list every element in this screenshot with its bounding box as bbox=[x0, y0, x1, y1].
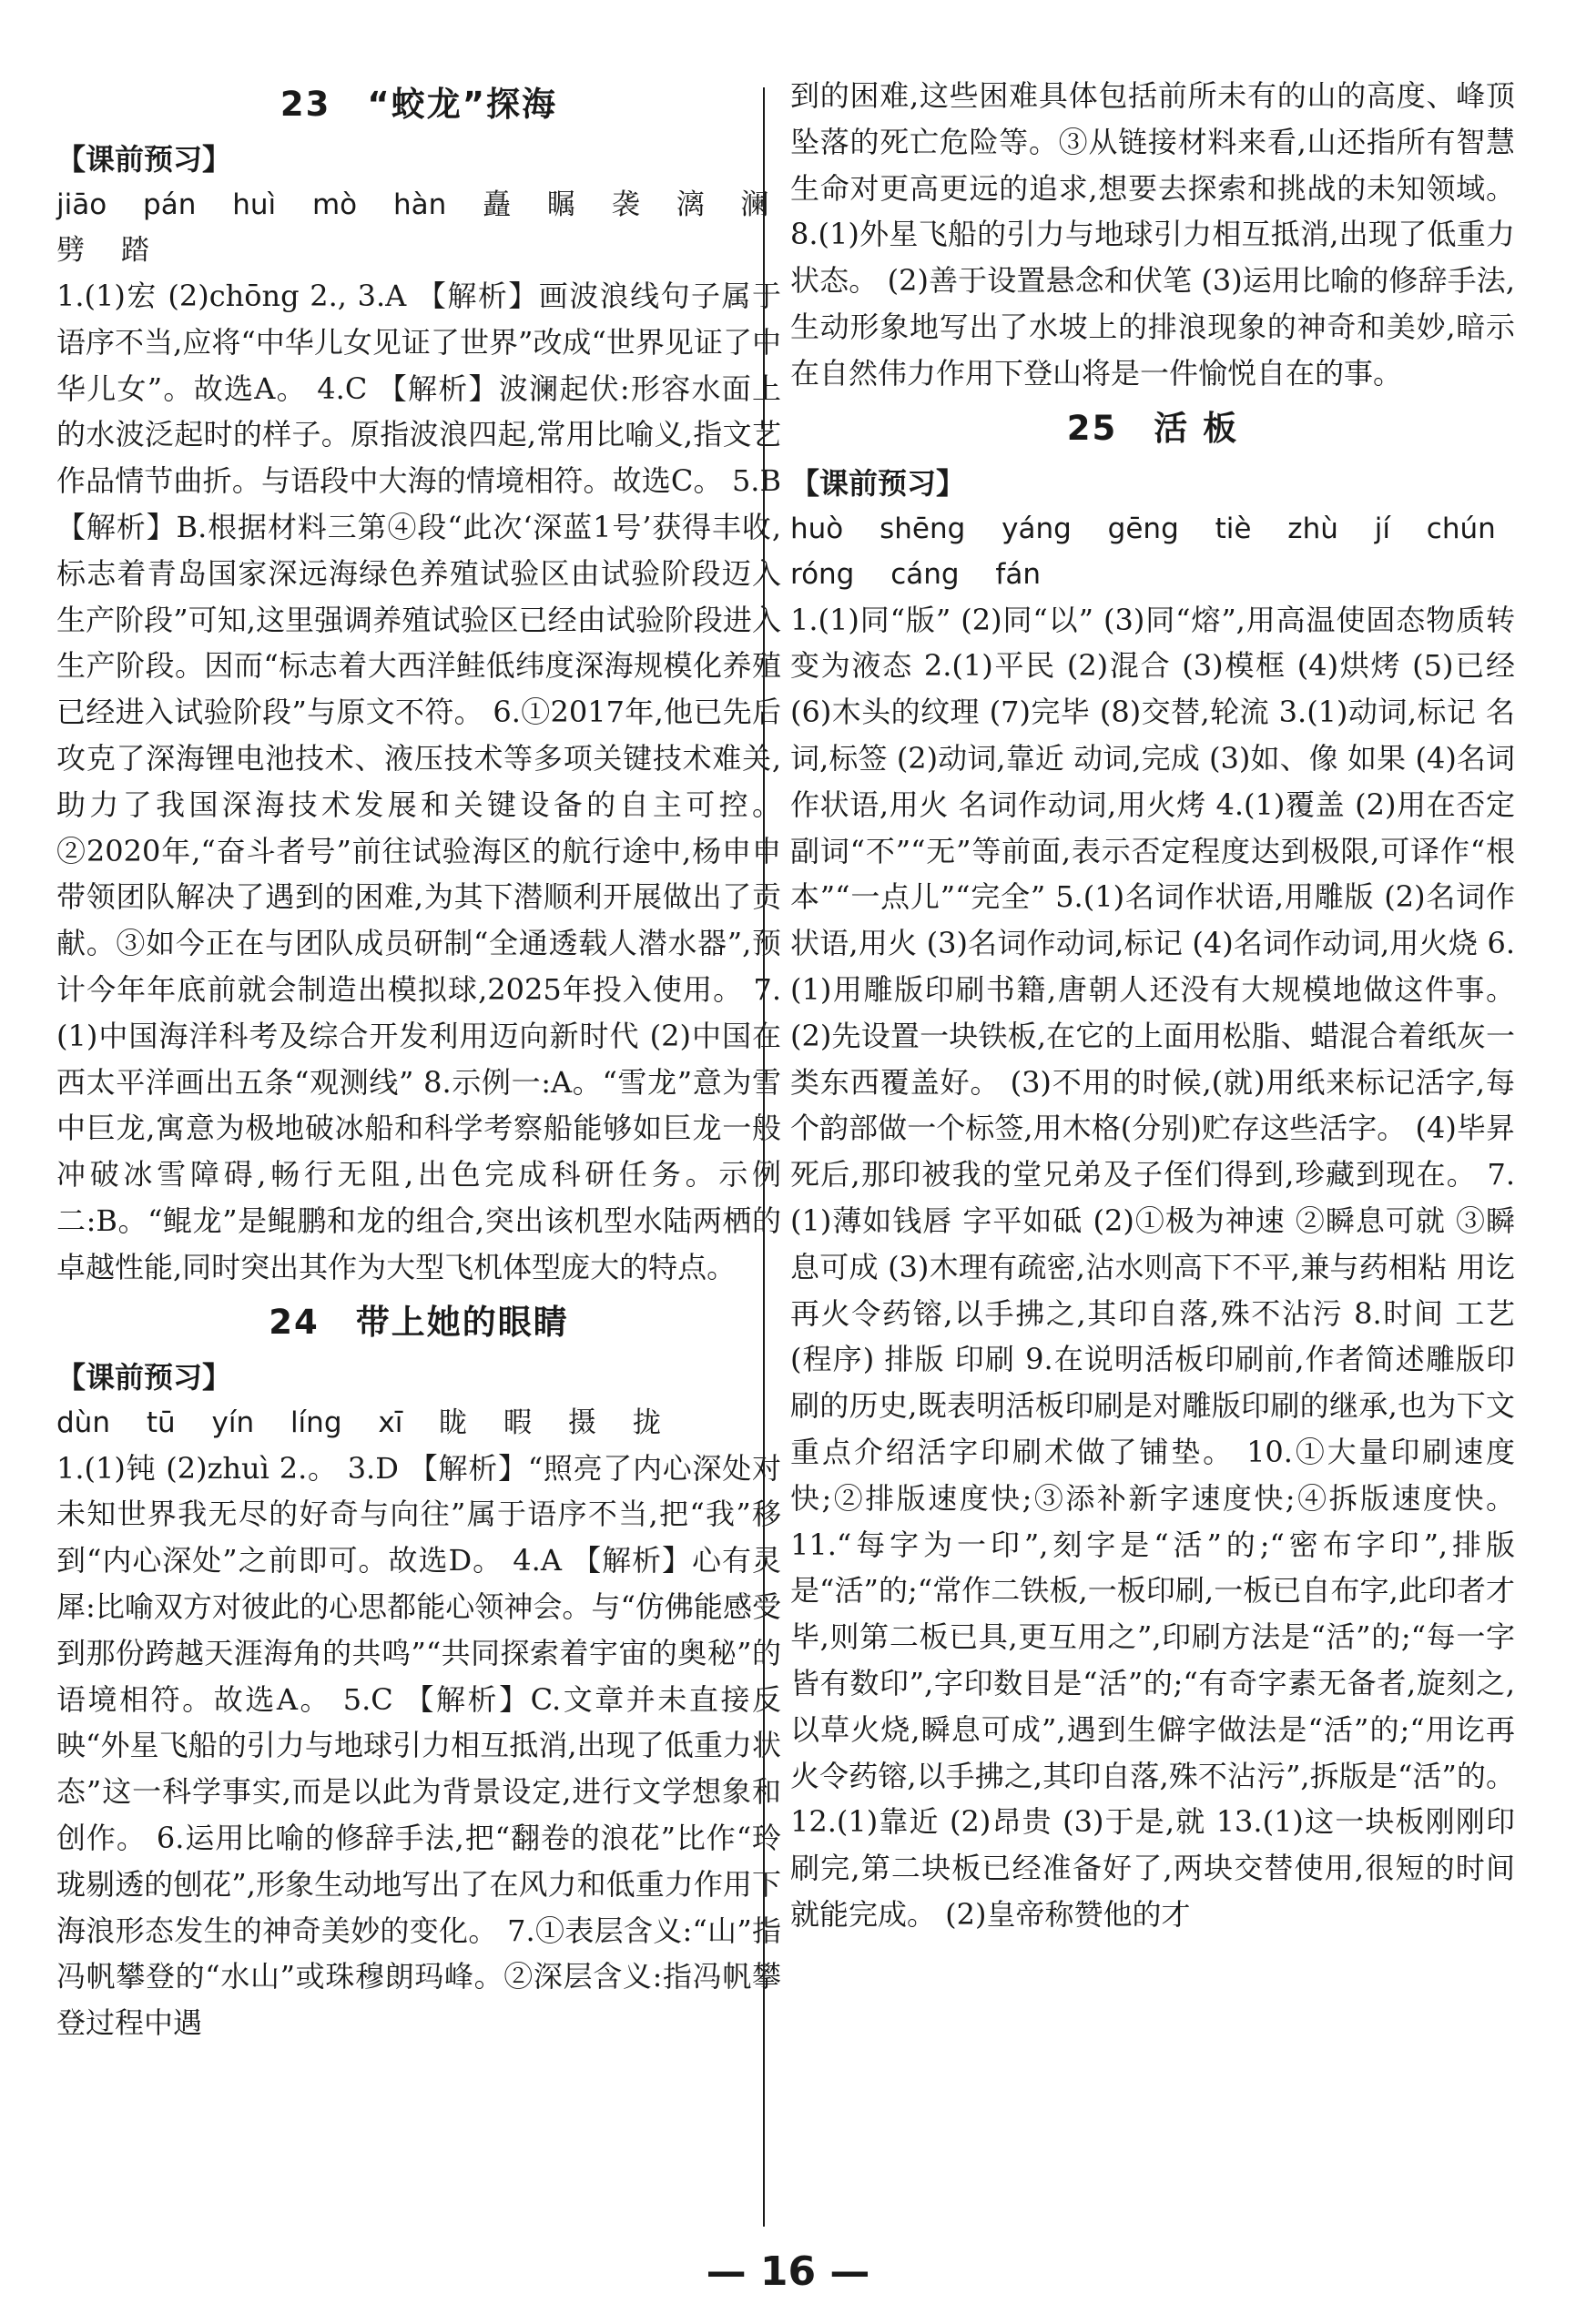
lesson-25-answers: 1.(1)同“版” (2)同“以” (3)同“熔”,用高温使固态物质转变为液态 2.(1)平民 (2)混合 (3)模框 (4)烘烤 (5)已经 (6)木头的纹理 (7)完毕 (8)交替,轮流 3.(1)动词,标记 名词,标签 (2)动词,靠近 动词,完成 (3)如、像 如果 (4)名词作状语,用火 名词作动词,用火烤 4.(1)覆盖 (2)用在否定副词“不”“无”等前面,表示否定程度达到极限,可译作“根本”“一点儿”“完全” 5.(1)名词作状语,用雕版 (2)名词作状语,用火 (3)名词作动词,标记 (4)名词作动词,用火烧 6.(1)用雕版印刷书籍,唐朝人还没有大规模地做这件事。 (2)先设置一块铁板,在它的上面用松脂、蜡混合着纸灰一类东西覆盖好。 (3)不用的时候,(就)用纸来标记活字,每个韵部做一个标签,用木格(分别)贮存这些活字。 (4)毕昇死后,那印被我的堂兄弟及子侄们得到,珍藏到现在。 7.(1)薄如钱唇 字平如砥 (2)①极为神速 ②瞬息可就 ③瞬息可成 (3)木理有疏密,沾水则高下不平,兼与药相粘 用讫再火令药镕,以手拂之,其印自落,殊不沾污 8.时间 工艺(程序) 排版 印刷 9.在说明活板印刷前,作者简述雕版印刷的历史,既表明活板印刷是对雕版印刷的继承,也为下文重点介绍活字印刷术做了铺垫。 10.①大量印刷速度快;②排版速度快;③添补新字速度快;④拆版速度快。 11.“每字为一印”,刻字是“活”的;“密布字印”,排版是“活”的;“常作二铁板,一板印刷,一板已自布字,此印者才毕,则第二板已具,更互用之”,印刷方法是“活”的;“每一字皆有数印”,字印数目是“活”的;“有奇字素无备者,旋刻之,以草火烧,瞬息可成”,遇到生僻字做法是“活”的;“用讫再火令药镕,以手拂之,其印自落,殊不沾污”,拆版是“活”的。 12.(1)靠近 (2)昂贵 (3)于是,就 13.(1)这一块板刚刚印刷完,第二块板已经准备好了,两块交替使用,很短的时间就能完成。 (2)皇帝称赞他的才 bbox=[790, 602, 1515, 1932]
lesson-24-title: 带上她的眼睛 bbox=[355, 1302, 569, 1342]
lesson-24-answers-continued: 到的困难,这些困难具体包括前所未有的山的高度、峰顶坠落的死亡危险等。③从链接材料来看,山还指所有智慧生命对更高更远的追求,想要去探索和挑战的未知领域。 8.(1)外星飞船的引力与地球引力相互抵消,出现了低重力状态。 (2)善于设置悬念和伏笔 (3)运用比喻的修辞手法,生动形象地写出了水坡上的排浪现象的神奇和美妙,暗示在自然伟力作用下登山将是一件愉悦自在的事。 bbox=[790, 78, 1515, 391]
lesson-24-pinyin: dùn tū yín líng xī 眬 暇 摄 拢 bbox=[56, 1406, 661, 1439]
lesson-24-answers: 1.(1)钝 (2)zhuì 2.。 3.D 【解析】“照亮了内心深处对未知世界我无尽的好奇与向往”属于语序不当,把“我”移到“内心深处”之前即可。故选D。 4.A 【解析】心有灵犀:比喻双方对彼此的心思都能心领神会。与“仿佛能感受到那份跨越天涯海角的共鸣”“共同探索着宇宙的奥秘”的语境相符。故选A。 5.C 【解析】C.文章并未直接反映“外星飞船的引力与地球引力相互抵消,出现了低重力状态”这一科学事实,而是以此为背景设定,进行文学想象和创作。 6.运用比喻的修辞手法,把“翻卷的浪花”比作“玲珑剔透的刨花”,形象生动地写出了在风力和低重力作用下海浪形态发生的神奇美妙的变化。 7.①表层含义:“山”指冯帆攀登的“水山”或珠穆朗玛峰。②深层含义:指冯帆攀登过程中遇 bbox=[56, 1450, 781, 2041]
lesson-24-heading bbox=[56, 1291, 781, 1355]
lesson-25-heading bbox=[790, 397, 1515, 461]
lesson-25-number: 25 bbox=[1066, 408, 1118, 448]
right-column bbox=[790, 73, 1515, 1938]
lesson-25-title: 活 板 bbox=[1154, 408, 1239, 448]
lesson-25-section-label: 【课前预习】 bbox=[790, 465, 966, 501]
lesson-23-section-label: 【课前预习】 bbox=[56, 142, 232, 177]
lesson-24-number: 24 bbox=[269, 1302, 320, 1342]
lesson-23-pinyin: jiāo pán huì mò hàn 矗 瞩 袭 漓 澜 劈 踏 bbox=[56, 188, 769, 267]
page-number: — 16 — bbox=[706, 2248, 870, 2295]
lesson-23-answers: 1.(1)宏 (2)chōng 2., 3.A 【解析】画波浪线句子属于语序不当,应将“中华儿女见证了世界”改成“世界见证了中华儿女”。故选A。 4.C 【解析】波澜起伏:形容水面上的水波泛起时的样子。原指波浪四起,常用比喻义,指文艺作品情节曲折。与语段中大海的情境相符。故选C。 5.B 【解析】B.根据材料三第④段“此次‘深蓝1号’获得丰收,标志着青岛国家深远海绿色养殖试验区由试验阶段迈入生产阶段”可知,这里强调养殖试验区已经由试验阶段进入生产阶段。因而“标志着大西洋鲑低纬度深海规模化养殖已经进入试验阶段”与原文不符。 6.①2017年,他已先后攻克了深海锂电池技术、液压技术等多项关键技术难关,助力了我国深海技术发展和关键设备的自主可控。②2020年,“奋斗者号”前往试验海区的航行途中,杨申申带领团队解决了遇到的困难,为其下潜顺利开展做出了贡献。③如今正在与团队成员研制“全通透载人潜水器”,预计今年年底前就会制造出模拟球,2025年投入使用。 7.(1)中国海洋科考及综合开发利用迈向新时代 (2)中国在西太平洋画出五条“观测线” 8.示例一:A。“雪龙”意为雪中巨龙,寓意为极地破冰船和科学考察船能够如巨龙一般冲破冰雪障碍,畅行无阻,出色完成科研任务。示例二:B。“鲲龙”是鲲鹏和龙的组合,突出该机型水陆两栖的卓越性能,同时突出其作为大型飞机体型庞大的特点。 bbox=[56, 279, 781, 1284]
lesson-25-pinyin: huò shēng yáng gēng tiè zhù jí chún róng cáng fán bbox=[790, 512, 1496, 591]
lesson-24-section-label: 【课前预习】 bbox=[56, 1359, 232, 1395]
left-column bbox=[56, 73, 781, 2046]
lesson-23-number: 23 bbox=[280, 85, 331, 124]
lesson-23-heading bbox=[56, 73, 781, 137]
lesson-23-title: “蛟龙”探海 bbox=[367, 85, 558, 124]
